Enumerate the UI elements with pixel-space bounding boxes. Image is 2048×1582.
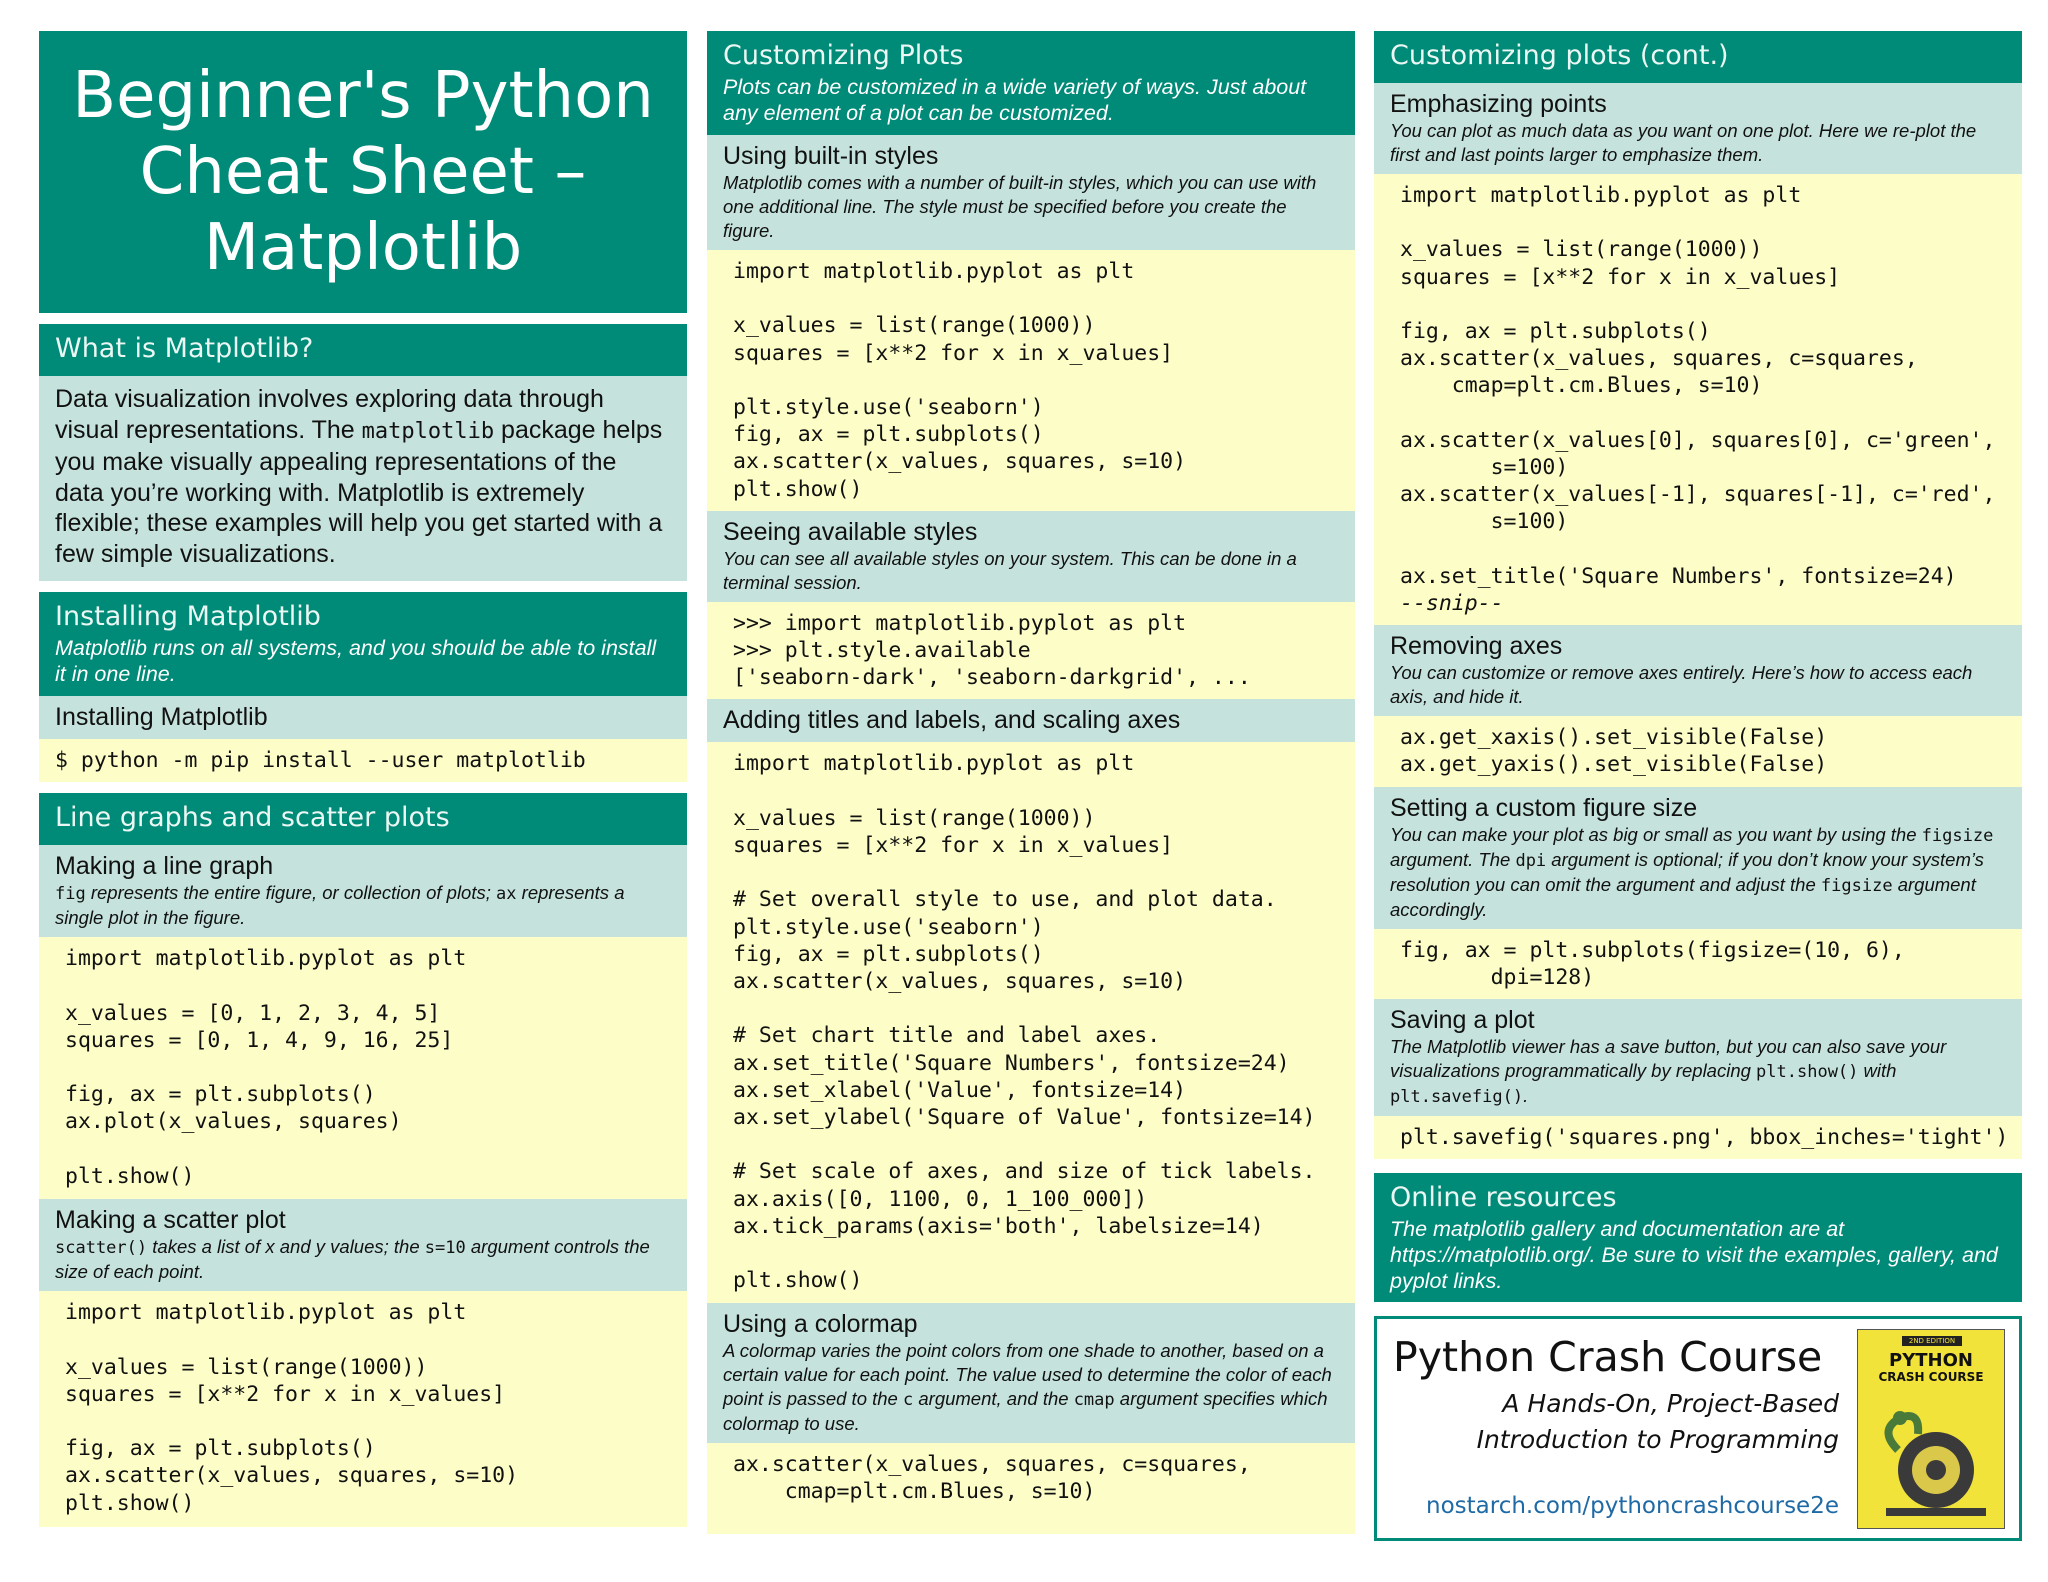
subsection-title: Using a colormap [723,1309,918,1338]
subsection-title: Adding titles and labels, and scaling axes [723,706,1181,735]
title-line-3: Matplotlib [203,211,523,285]
book-title: PYTHON [1889,1350,1973,1372]
subsection-title: Removing axes [1390,632,1563,661]
subsection-title: Making a line graph [55,852,274,881]
subsection-desc: Matplotlib comes with a number of built-in styles, which you can use with one additional line. The style must be specified before you create the figure. [723,172,1317,241]
subsection-title: Making a scatter plot [55,1206,286,1235]
subsection-desc: You can plot as much data as you want on one plot. Here we re-plot the first and last points larger to emphasize them. [1390,120,1977,165]
snip-marker: --snip-- [1400,591,1504,617]
desc-text: represents the entire figure, or collection of plots; [85,882,497,904]
inline-code: figsize [1921,825,1994,846]
subsection-desc: You can customize or remove axes entirely. Here’s how to access each axis, and hide it. [1390,662,1973,708]
promo-link[interactable]: nostarch.com/pythoncrashcourse2e [1426,1493,1839,1520]
installing-subheader [39,696,687,739]
desc-text: The Matplotlib viewer has a save button, but you can also save your visualizations programmatically by replacing [1390,1036,1947,1082]
subsection-title: Saving a plot [1390,1006,1535,1035]
line-graphs-header [39,793,687,845]
titles-subheader [707,699,1355,742]
subsection-title: Emphasizing points [1390,90,1607,118]
body-text: Data visualization involves exploring data through visual representations. The [55,385,604,444]
saving-subheader [1374,999,2022,1116]
inline-code: dpi [1515,850,1547,871]
subsection-desc [55,1235,671,1284]
code-block: plt.savefig('squares.png', bbox_inches='tight') [1374,1116,2022,1159]
desc-text: . [1523,1085,1529,1107]
subsection-desc: You can see all available styles on your system. This can be done in a terminal session. [723,547,1297,593]
code-block: import matplotlib.pyplot as plt x_values = list(range(1000)) squares = [x**2 for x in x_values] fig, ax = plt.subplots() ax.scatter(x_values, squares, s=10) plt.show() [39,1291,687,1527]
subsection-desc [1390,1035,2006,1109]
subsection-desc [55,881,671,930]
section-title: Customizing plots (cont.) [1390,40,1729,71]
code-block: ax.scatter(x_values, squares, c=squares, cmap=plt.cm.Blues, s=10) [707,1443,1355,1534]
subsection-title: Installing Matplotlib [55,703,268,731]
title-line-1: Beginner's Python [72,59,654,133]
snake-illustration-icon [1858,1330,2005,1529]
emphasize-subheader [1374,83,2022,174]
code-block: import matplotlib.pyplot as plt x_values = list(range(1000)) squares = [x**2 for x in x_values] # Set overall style to use, and plot data. plt.style.use('seaborn') fig, ax = plt.subplots() ax.scatter(x_values, squares, s=10) # Set chart title and label axes. ax.set_title('Square Numbers', fontsize=24) ax.set_xlabel('Value', fontsize=14) ax.set_ylabel('Square of Value', fontsize=14) # Set scale of axes, and size of tick labels. ax.axis([0, 1100, 0, 1_100_000]) ax.tick_params(axis='both', labelsize=14) plt.show() [707,742,1355,1302]
promo-title: Python Crash Course [1393,1333,1823,1382]
desc-text: A colormap varies the point colors from one shade to another, based on a certain value for each point. The value used to determine the color of each point is passed to the [723,1339,1332,1409]
desc-text: with [1858,1060,1897,1082]
subsection-title: Using built-in styles [723,142,939,170]
column-3 [1374,31,2022,1542]
section-title: What is Matplotlib? [55,333,314,364]
section-title: Installing Matplotlib [55,601,321,632]
subsection-desc [723,1339,1339,1436]
emphasize-code-block [1374,174,2022,625]
desc-text: takes a list of x and y values; the [147,1236,425,1258]
code-block: $ python -m pip install --user matplotlib [39,739,687,782]
installing-header [39,592,687,696]
code-block: import matplotlib.pyplot as plt x_values = list(range(1000)) squares = [x**2 for x in x_values] plt.style.use('seaborn') fig, ax = plt.subplots() ax.scatter(x_values, squares, s=10) plt.show() [707,250,1355,511]
section-title: Customizing Plots [723,40,964,71]
subsection-title: Setting a custom figure size [1390,793,1698,822]
section-intro: Matplotlib runs on all systems, and you should be able to install it in one line. [55,636,657,686]
book-title: CRASH COURSE [1878,1370,1984,1385]
subsection-desc [1390,823,2006,922]
desc-text: argument specifies which colormap to use. [723,1387,1328,1434]
inline-code: fig [55,884,86,905]
scatter-subheader [39,1199,687,1291]
customizing-header [707,31,1355,135]
inline-code: cmap [1073,1389,1115,1410]
column-2 [707,31,1355,1542]
customizing-cont-header [1374,31,2022,83]
inline-code: plt.show() [1756,1062,1859,1083]
code-block: import matplotlib.pyplot as plt x_values = [0, 1, 2, 3, 4, 5] squares = [0, 1, 4, 9, 16, 25] fig, ax = plt.subplots() ax.plot(x_values, squares) plt.show() [39,937,687,1199]
section-title: Line graphs and scatter plots [55,802,450,834]
inline-code: c [902,1389,914,1410]
code-text: import matplotlib.pyplot as plt x_values = list(range(1000)) squares = [x**2 for x in x_values] fig, ax = plt.subplots() ax.scatter(x_values, squares, c=squares, cmap=plt.cm.Blues, s=10) ax.scatter(x_values[0], squares[0], c='green', s=100) ax.scatter(x_values[-1], squares[-1], c='red', s=100) ax.set_title('Square Numbers', fontsize=24) [1400,183,1996,589]
column-1 [39,31,687,1542]
desc-text: argument, and the [913,1387,1074,1409]
page-title [72,58,654,286]
section-intro: Plots can be customized in a wide variety of ways. Just about any element of a plot can be customized. [723,75,1307,125]
figsize-subheader [1374,787,2022,929]
section-intro: The matplotlib gallery and documentation are at https://matplotlib.org/. Be sure to visit the examples, gallery, and pyplot links. [1390,1217,1998,1294]
title-block [39,31,687,313]
book-edition: 2ND EDITION [1902,1336,1962,1346]
online-header [1374,1173,2022,1302]
desc-text: represents a single plot in the figure. [55,882,625,929]
book-promo [1374,1316,2022,1541]
desc-text: You can make your plot as big or small as you want by using the [1390,823,1922,845]
removing-subheader [1374,625,2022,716]
inline-code: s=10 [424,1238,466,1259]
code-block: >>> import matplotlib.pyplot as plt >>> plt.style.available ['seaborn-dark', 'seaborn-darkgrid', ... [707,602,1355,700]
promo-subtitle: A Hands-On, Project-Based [1502,1389,1839,1419]
what-is-body [39,376,687,581]
desc-text: argument accordingly. [1390,873,1976,920]
line-graph-subheader [39,845,687,937]
available-subheader [707,511,1355,602]
body-text: package helps you make visually appealing representations of the data you’re working with. Matplotlib is extremely flexible; these examples will help you get started with a few simple visualizations. [55,415,663,568]
colormap-subheader [707,1303,1355,1443]
desc-text: argument. The [1390,848,1516,870]
promo-subtitle: Introduction to Programming [1476,1425,1839,1455]
inline-code: matplotlib [361,418,495,444]
code-block: ax.get_xaxis().set_visible(False) ax.get_yaxis().set_visible(False) [1374,716,2022,786]
book-cover-image [1857,1329,2005,1529]
title-line-2: Cheat Sheet – [139,135,587,209]
builtin-subheader [707,135,1355,250]
inline-code: scatter() [55,1238,148,1259]
what-is-header [39,324,687,376]
desc-text: argument is optional; if you don’t know your system’s resolution you can omit the argument and adjust the [1390,848,1984,895]
desc-text: argument controls the size of each point. [55,1236,650,1283]
inline-code: ax [496,884,517,905]
inline-code: figsize [1820,875,1893,896]
subsection-title: Seeing available styles [723,517,978,546]
inline-code: plt.savefig() [1390,1087,1524,1108]
code-block: fig, ax = plt.subplots(figsize=(10, 6), dpi=128) [1374,929,2022,999]
section-title: Online resources [1390,1182,1617,1214]
